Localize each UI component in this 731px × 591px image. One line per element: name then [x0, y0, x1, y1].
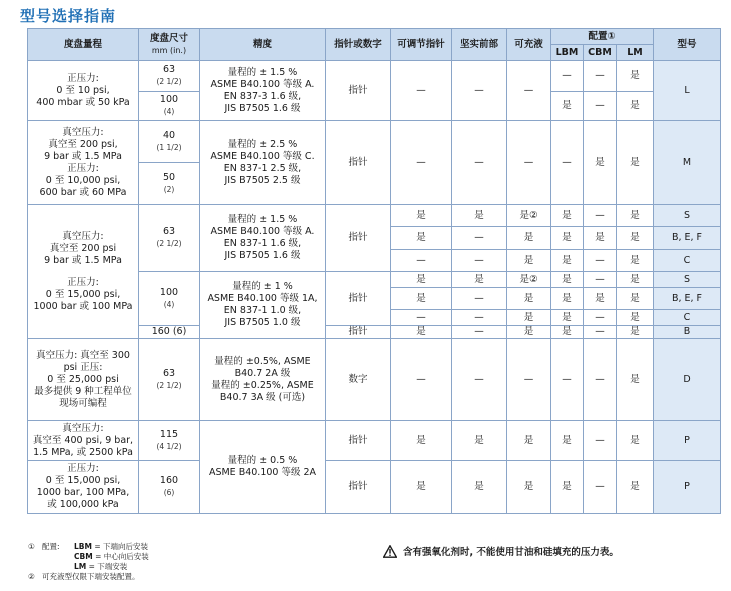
fillable-cell: 是: [507, 326, 551, 339]
range-cell: 真空压力: 真空至 200 psi 9 bar 或 1.5 MPa 正压力: 0 至 15,000 psi, 1000 bar 或 100 MPa: [28, 205, 139, 339]
pointer-cell: 指针: [326, 61, 391, 121]
dial-size-cell: 100 (4): [139, 92, 200, 121]
lm-cell: 是: [617, 272, 654, 288]
model-cell: C: [654, 250, 721, 272]
adjustable-cell: 是: [391, 421, 452, 461]
header-adjustable: 可调节指针: [391, 29, 452, 61]
lm-cell: 是: [617, 461, 654, 514]
cbm-cell: —: [584, 461, 617, 514]
dial-size-cell: 63 (2 1/2): [139, 339, 200, 421]
lbm-cell: 是: [551, 326, 584, 339]
adjustable-cell: 是: [391, 288, 452, 310]
lm-cell: 是: [617, 339, 654, 421]
footnote-cbm: CBM = 中心向后安装: [74, 552, 149, 561]
solid-front-cell: —: [452, 250, 507, 272]
header-lbm: LBM: [551, 45, 584, 61]
solid-front-cell: —: [452, 121, 507, 205]
footnote-1-label: 配置:: [42, 542, 60, 551]
warning-text: 含有强氧化剂时, 不能使用甘油和硅填充的压力表。: [403, 547, 619, 558]
header-dial-label: 度盘尺寸: [149, 32, 188, 44]
fillable-cell: —: [507, 61, 551, 121]
dial-size-cell: 100 (4): [139, 272, 200, 326]
cbm-cell: 是: [584, 288, 617, 310]
solid-front-cell: —: [452, 227, 507, 250]
lm-cell: 是: [617, 227, 654, 250]
lbm-cell: —: [551, 61, 584, 92]
table-row: [28, 121, 721, 163]
adjustable-cell: —: [391, 339, 452, 421]
table-row: [28, 421, 721, 461]
lbm-cell: —: [551, 121, 584, 205]
pointer-cell: 指针: [326, 272, 391, 326]
solid-front-cell: 是: [452, 421, 507, 461]
cbm-cell: —: [584, 92, 617, 121]
lm-cell: 是: [617, 121, 654, 205]
cbm-cell: —: [584, 272, 617, 288]
pointer-cell: 指针: [326, 421, 391, 461]
model-cell: L: [654, 61, 721, 121]
table-row: [28, 461, 721, 514]
header-accuracy: 精度: [200, 29, 326, 61]
pointer-cell: 指针: [326, 205, 391, 272]
header-config: 配置①: [551, 29, 654, 45]
range-cell: 真空压力: 真空至 400 psi, 9 bar, 1.5 MPa, 或 2500 kPa: [28, 421, 139, 461]
adjustable-cell: —: [391, 310, 452, 326]
header-dial-unit: mm (in.): [151, 45, 187, 55]
model-cell: D: [654, 339, 721, 421]
model-cell: S: [654, 205, 721, 227]
header-pointer: 指针或数字: [326, 29, 391, 61]
fillable-cell: 是: [507, 461, 551, 514]
lbm-cell: 是: [551, 288, 584, 310]
lbm-cell: 是: [551, 272, 584, 288]
model-selection-table: [27, 28, 721, 514]
lbm-cell: —: [551, 339, 584, 421]
fillable-cell: —: [507, 339, 551, 421]
dial-size-cell: 63 (2 1/2): [139, 205, 200, 272]
header-range: 度盘量程: [28, 29, 139, 61]
model-cell: B, E, F: [654, 227, 721, 250]
lm-cell: 是: [617, 92, 654, 121]
cbm-cell: —: [584, 205, 617, 227]
dial-size-cell: 50 (2): [139, 163, 200, 205]
footnote-1-mark: ①: [28, 542, 35, 551]
cbm-cell: —: [584, 339, 617, 421]
fillable-cell: 是: [507, 288, 551, 310]
cbm-cell: —: [584, 310, 617, 326]
adjustable-cell: —: [391, 250, 452, 272]
pointer-cell: 指针: [326, 121, 391, 205]
solid-front-cell: 是: [452, 205, 507, 227]
adjustable-cell: 是: [391, 205, 452, 227]
range-cell: 正压力: 0 至 15,000 psi, 1000 bar, 100 MPa, 或 100,000 kPa: [28, 461, 139, 514]
footnotes: [28, 542, 149, 582]
model-cell: B: [654, 326, 721, 339]
adjustable-cell: 是: [391, 461, 452, 514]
fillable-cell: 是: [507, 250, 551, 272]
solid-front-cell: —: [452, 339, 507, 421]
accuracy-cell: 量程的 ± 1 % ASME B40.100 等级 1A, EN 837-1 1.0 级, JIS B7505 1.0 级: [200, 272, 326, 339]
lm-cell: 是: [617, 288, 654, 310]
cbm-cell: 是: [584, 227, 617, 250]
solid-front-cell: —: [452, 310, 507, 326]
cbm-cell: 是: [584, 121, 617, 205]
table-row: [28, 61, 721, 92]
cbm-cell: —: [584, 326, 617, 339]
lm-cell: 是: [617, 250, 654, 272]
dial-size-cell: 160 (6): [139, 326, 200, 339]
header-fillable: 可充液: [507, 29, 551, 61]
table-row: [28, 205, 721, 227]
accuracy-cell: 量程的 ± 2.5 % ASME B40.100 等级 C. EN 837-1 2.5 级, JIS B7505 2.5 级: [200, 121, 326, 205]
lbm-cell: 是: [551, 310, 584, 326]
dial-size-cell: 115 (4 1/2): [139, 421, 200, 461]
adjustable-cell: —: [391, 121, 452, 205]
lbm-cell: 是: [551, 227, 584, 250]
lm-cell: 是: [617, 310, 654, 326]
dial-size-cell: 63 (2 1/2): [139, 61, 200, 92]
accuracy-cell: 量程的 ± 1.5 % ASME B40.100 等级 A. EN 837-3 1.6 级, JIS B7505 1.6 级: [200, 61, 326, 121]
accuracy-cell: 量程的 ± 0.5 % ASME B40.100 等级 2A: [200, 421, 326, 514]
model-cell: C: [654, 310, 721, 326]
dial-size-cell: 40 (1 1/2): [139, 121, 200, 163]
accuracy-cell: 量程的 ± 1.5 % ASME B40.100 等级 A. EN 837-1 1.6 级, JIS B7505 1.6 级: [200, 205, 326, 272]
fillable-cell: 是②: [507, 272, 551, 288]
header-solid-front: 坚实前部: [452, 29, 507, 61]
model-cell: B, E, F: [654, 288, 721, 310]
footnote-lm: LM = 下端安装: [74, 562, 128, 571]
footnote-lbm: LBM = 下端向后安装: [74, 542, 149, 551]
table-row: [28, 339, 721, 421]
model-cell: P: [654, 461, 721, 514]
fillable-cell: —: [507, 121, 551, 205]
accuracy-cell: 量程的 ±0.5%, ASME B40.7 2A 级 量程的 ±0.25%, ASME B40.7 3A 级 (可选): [200, 339, 326, 421]
dial-size-cell: 160 (6): [139, 461, 200, 514]
lbm-cell: 是: [551, 205, 584, 227]
header-lm: LM: [617, 45, 654, 61]
pointer-cell: 数字: [326, 339, 391, 421]
lm-cell: 是: [617, 61, 654, 92]
header-cbm: CBM: [584, 45, 617, 61]
fillable-cell: 是: [507, 227, 551, 250]
header-model: 型号: [654, 29, 721, 61]
lm-cell: 是: [617, 421, 654, 461]
footnote-2-text: 可充液型仅限下端安装配置。: [42, 572, 140, 581]
range-cell: 真空压力: 真空至 200 psi, 9 bar 或 1.5 MPa 正压力: 0 至 10,000 psi, 600 bar 或 60 MPa: [28, 121, 139, 205]
model-cell: P: [654, 421, 721, 461]
solid-front-cell: 是: [452, 272, 507, 288]
solid-front-cell: —: [452, 288, 507, 310]
cbm-cell: —: [584, 61, 617, 92]
solid-front-cell: —: [452, 326, 507, 339]
adjustable-cell: 是: [391, 326, 452, 339]
adjustable-cell: —: [391, 61, 452, 121]
lbm-cell: 是: [551, 421, 584, 461]
footnote-2-mark: ②: [28, 572, 35, 581]
model-cell: S: [654, 272, 721, 288]
model-cell: M: [654, 121, 721, 205]
lbm-cell: 是: [551, 250, 584, 272]
cbm-cell: —: [584, 421, 617, 461]
header-dial-size: [139, 29, 200, 61]
pointer-cell: 指针: [326, 461, 391, 514]
lm-cell: 是: [617, 205, 654, 227]
fillable-cell: 是: [507, 421, 551, 461]
range-cell: 正压力: 0 至 10 psi, 400 mbar 或 50 kPa: [28, 61, 139, 121]
range-cell: 真空压力: 真空至 300 psi 正压: 0 至 25,000 psi 最多提供 9 种工程单位 现场可编程: [28, 339, 139, 421]
adjustable-cell: 是: [391, 272, 452, 288]
adjustable-cell: 是: [391, 227, 452, 250]
page-title: 型号选择指南: [20, 7, 117, 25]
fillable-cell: 是②: [507, 205, 551, 227]
fillable-cell: 是: [507, 310, 551, 326]
cbm-cell: —: [584, 250, 617, 272]
lm-cell: 是: [617, 326, 654, 339]
lbm-cell: 是: [551, 461, 584, 514]
pointer-cell: 指针: [326, 326, 391, 339]
warning-note: [383, 544, 619, 558]
lbm-cell: 是: [551, 92, 584, 121]
warning-triangle-icon: [383, 545, 397, 558]
solid-front-cell: 是: [452, 461, 507, 514]
solid-front-cell: —: [452, 61, 507, 121]
